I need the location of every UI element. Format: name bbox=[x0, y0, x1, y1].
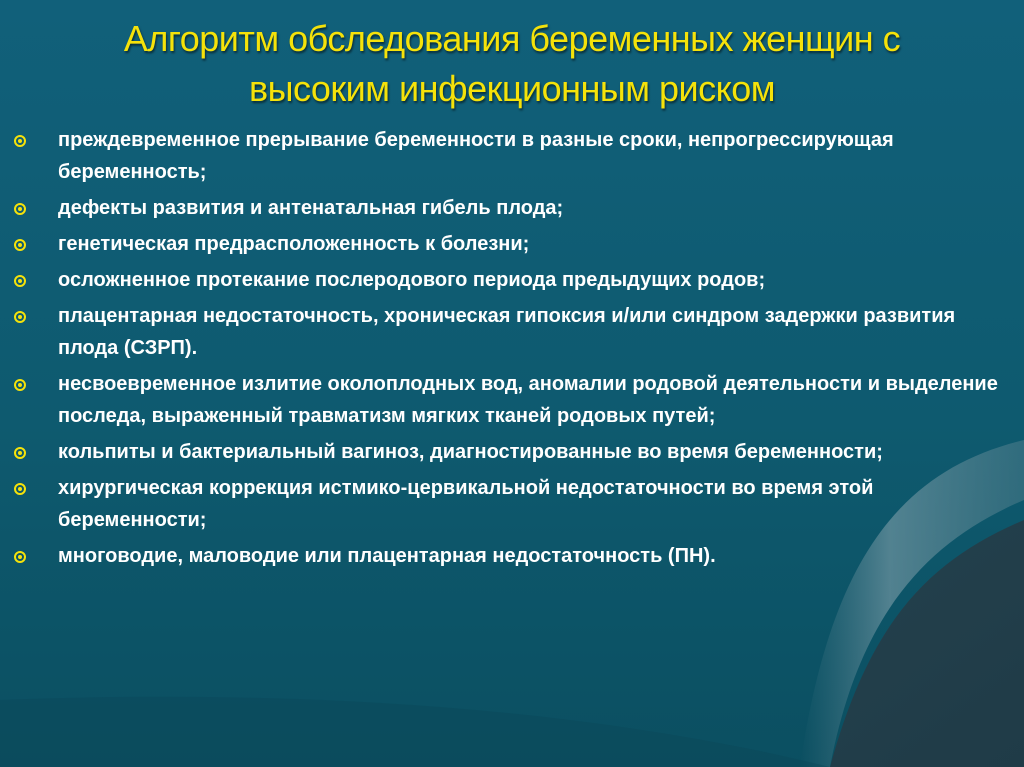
bullet-icon bbox=[14, 551, 26, 563]
list-item bbox=[14, 192, 1014, 224]
list-item bbox=[14, 228, 1014, 260]
bullet-icon bbox=[14, 483, 26, 495]
list-item-text: преждевременное прерывание беременности в разные сроки, непрогрессирующая беременность; bbox=[58, 129, 894, 183]
list-item bbox=[14, 436, 1014, 468]
list-item bbox=[14, 540, 1014, 572]
list-item bbox=[14, 472, 1014, 536]
bullet-icon bbox=[14, 135, 26, 147]
slide-title-line-1: Алгоритм обследования беременных женщин с bbox=[123, 18, 901, 59]
slide-title bbox=[40, 14, 984, 114]
list-item-text: многоводие, маловодие или плацентарная недостаточность (ПН). bbox=[58, 545, 716, 567]
slide-title-line-2: высоким инфекционным риском bbox=[248, 68, 776, 109]
list-item-text: несвоевременное излитие околоплодных вод, аномалии родовой деятельности и выделение последа, выраженный травматизм мягких тканей родовых путей; bbox=[58, 373, 998, 427]
list-item-text: кольпиты и бактериальный вагиноз, диагностированные во время беременности; bbox=[58, 441, 883, 463]
bullet-icon bbox=[14, 239, 26, 251]
list-item-text: дефекты развития и антенатальная гибель плода; bbox=[58, 197, 564, 219]
bullet-icon bbox=[14, 447, 26, 459]
bullet-icon bbox=[14, 379, 26, 391]
bullet-list bbox=[14, 124, 1014, 576]
list-item bbox=[14, 368, 1014, 432]
list-item bbox=[14, 300, 1014, 364]
bullet-icon bbox=[14, 275, 26, 287]
list-item bbox=[14, 124, 1014, 188]
list-item-text: хирургическая коррекция истмико-цервикальной недостаточности во время этой беременности; bbox=[58, 477, 874, 531]
list-item-text: генетическая предрасположенность к болезни; bbox=[58, 233, 530, 255]
list-item bbox=[14, 264, 1014, 296]
list-item-text: плацентарная недостаточность, хроническая гипоксия и/или синдром задержки развития плода (СЗРП). bbox=[58, 305, 956, 359]
bullet-icon bbox=[14, 203, 26, 215]
bullet-icon bbox=[14, 311, 26, 323]
list-item-text: осложненное протекание послеродового периода предыдущих родов; bbox=[58, 269, 766, 291]
